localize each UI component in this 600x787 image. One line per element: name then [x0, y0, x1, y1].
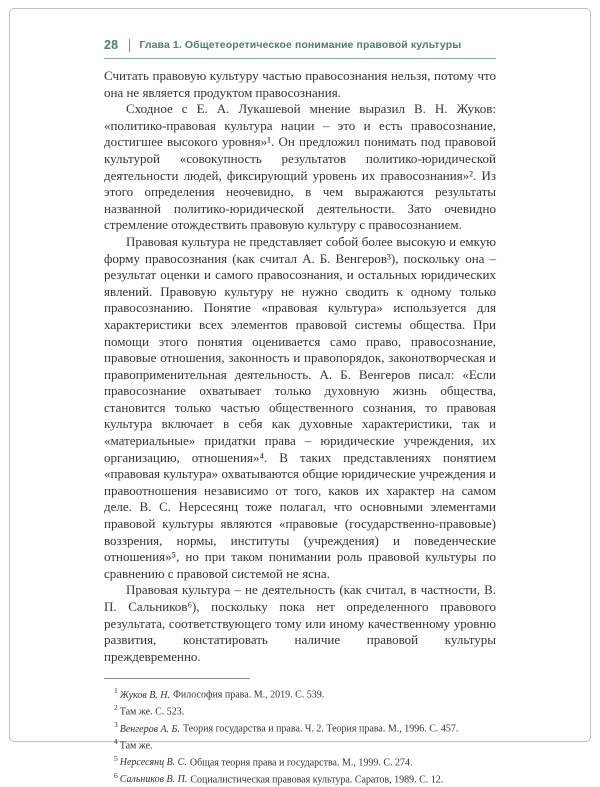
header-divider — [129, 39, 130, 52]
paragraph: Правовая культура – не деятельность (как считал, в частности, В. П. Сальников⁶), поскольку пока нет определенного правового результата, соответствующего тому или иному качественному уровню развития, констатировать наличие правовой культуры преждевременно. — [104, 582, 496, 664]
body-text — [104, 68, 496, 665]
book-page — [9, 8, 591, 786]
footnote-text: Теория государства и права. Ч. 2. Теория права. М., 1996. С. 457. — [182, 723, 459, 735]
footnote-marker: 2 — [114, 703, 118, 713]
chapter-title: Глава 1. Общетеоретическое понимание правовой культуры — [139, 39, 462, 51]
header-rule — [104, 58, 496, 59]
paragraph: Правовая культура не представляет собой более высокую и емкую форму правосознания (как считал А. Б. Венгеров³), поскольку она – результат оценки и самого правосознания, и остальных юридических явлений. Правовую культуру не нужно сводить к одному только правосознанию. Понятие «правовая культура» используется для характеристики всех элементов правовой системы общества. При помощи этого понятия оценивается само право, правосознание, правовые отношения, законность и правопорядок, законотворческая и правоприменительная деятельность. А. Б. Венгеров писал: «Если правосознание охватывает только духовную жизнь общества, становится только частью общественного сознания, то правовая культура включает в себя как духовные характеристики, так и «материальные» придатки права – юридические учреждения, их организацию, отношения»⁴. В таких представлениях понятием «правовая культура» охватываются общие юридические учреждения и правоотношения независимо от того, каков их характер на самом деле. В. С. Нерсесянц тоже полагал, что основными элементами правовой культуры являются «правовые (государственно-правовые) воззрения, нормы, институты (учреждения) и поведенческие отношения»⁵, но при таком понимании роль правовой культуры по сравнению с правовой системой не ясна. — [104, 233, 496, 581]
running-head — [104, 37, 496, 53]
footnote-item — [104, 702, 496, 719]
paragraph: Считать правовую культуру частью правосознания нельзя, потому что она не является продуктом правосознания. — [104, 68, 496, 100]
footnote-marker: 6 — [114, 770, 118, 780]
footnote-marker: 3 — [114, 720, 118, 730]
paragraph: Сходное с Е. А. Лукашевой мнение выразил В. Н. Жуков: «политико-правовая культура нации – это и есть правосознание, достигшее высокого уровня»¹. Он предложил понимать под правовой культурой «совокупность результатов политико-юридической деятельности людей, фиксирующий уровень их правосознания»². Из этого определения неочевидно, в чем выражаются результаты названной политико-юридической деятельности. Зато очевидно стремление отождествить правовую культуру с правосознанием. — [104, 101, 496, 233]
footnote-author: Сальников В. П. — [119, 774, 188, 786]
footnotes — [104, 685, 496, 787]
footnote-item — [104, 685, 496, 702]
footnote-item — [104, 719, 496, 736]
footnote-marker: 1 — [114, 686, 118, 696]
footnote-text: Философия права. М., 2019. С. 539. — [173, 689, 325, 701]
footnote-item — [104, 770, 496, 787]
footnote-separator — [104, 678, 250, 679]
footnote-item — [104, 736, 496, 753]
footnote-author: Нерсесянц В. С. — [119, 757, 187, 769]
footnote-text: Там же. С. 523. — [119, 706, 185, 718]
footnote-text: Общая теория права и государства. М., 1999. С. 274. — [189, 757, 413, 769]
footnote-marker: 5 — [114, 754, 118, 764]
footnote-author: Жуков В. Н. — [119, 689, 171, 701]
page-number: 28 — [104, 38, 119, 52]
footnote-text: Там же. — [119, 740, 153, 752]
footnote-marker: 4 — [114, 737, 118, 747]
footnote-item — [104, 753, 496, 770]
footnote-text: Социалистическая правовая культура. Саратов, 1989. С. 12. — [190, 774, 444, 786]
footnote-author: Венгеров А. Б. — [119, 723, 180, 735]
